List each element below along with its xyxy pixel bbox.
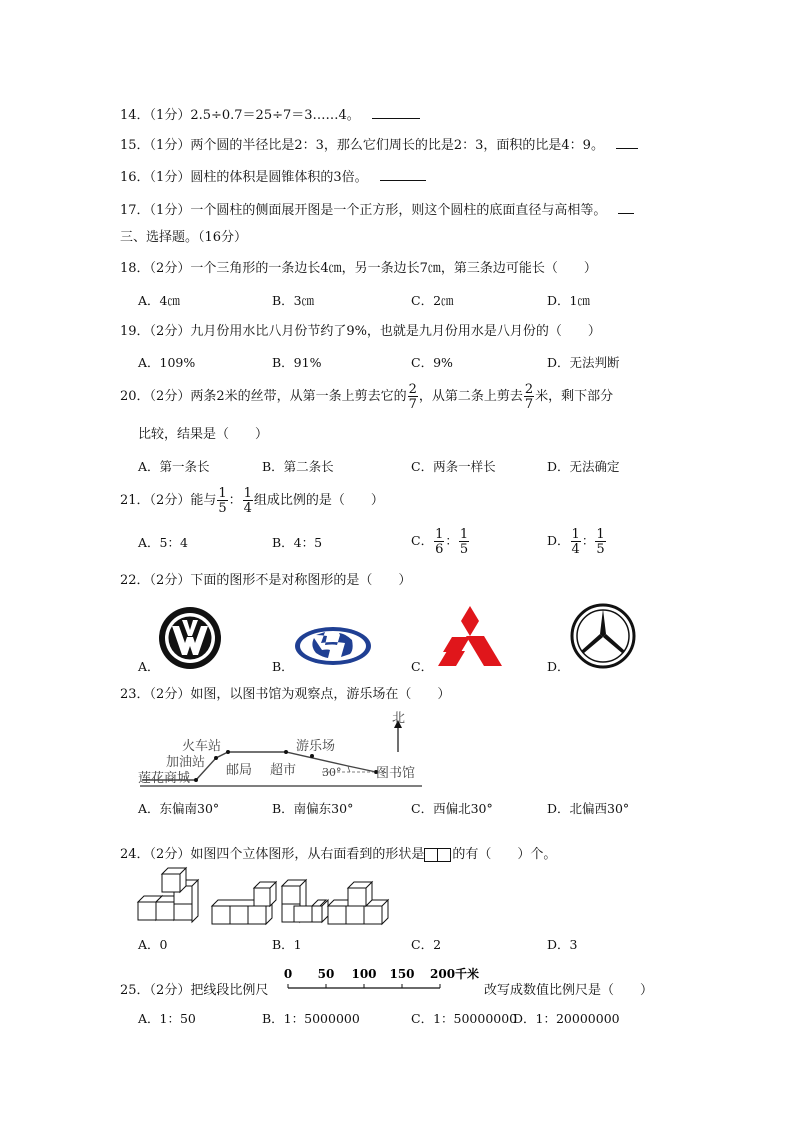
q24-option-d[interactable]: D．3 bbox=[547, 937, 578, 952]
q25-text-a: 25．（2分）把线段比例尺 bbox=[120, 983, 269, 998]
amusement-park-label: 游乐场 bbox=[296, 739, 336, 754]
q20-option-d[interactable]: D．无法确定 bbox=[547, 459, 620, 474]
q18-option-d[interactable]: D．1㎝ bbox=[547, 293, 590, 308]
q19-option-d[interactable]: D．无法判断 bbox=[547, 355, 620, 370]
section-title: 三、选择题。（16分） bbox=[120, 230, 248, 245]
option-label: C． bbox=[411, 533, 434, 548]
q21-text-a: 21．（2分）能与 bbox=[120, 493, 217, 508]
answer-blank[interactable] bbox=[618, 199, 634, 214]
q25-option-d[interactable]: D．1：20000000 bbox=[513, 1011, 620, 1026]
q21-line bbox=[120, 486, 384, 516]
q24-option-b[interactable]: B．1 bbox=[272, 937, 302, 952]
q15 bbox=[120, 134, 638, 155]
cube-figures bbox=[136, 866, 398, 928]
q22-option-a[interactable]: A． bbox=[138, 659, 160, 674]
q24-text-a: 24．（2分）如图四个立体图形，从右面看到的形状是 bbox=[120, 847, 425, 862]
q25-option-b[interactable]: B．1：5000000 bbox=[262, 1011, 360, 1026]
q17-text: 17．（1分）一个圆柱的侧面展开图是一个正方形，则这个圆柱的底面直径与高相等。 bbox=[120, 203, 607, 218]
ratio-colon: ： bbox=[581, 533, 595, 548]
q23-text: 23．（2分）如图，以图书馆为观察点，游乐场在（ ） bbox=[120, 687, 451, 702]
q18-option-c[interactable]: C．2㎝ bbox=[411, 293, 454, 308]
q19-option-a[interactable]: A．109% bbox=[138, 355, 196, 370]
q20-option-a[interactable]: A．第一条长 bbox=[138, 459, 210, 474]
q23-option-a[interactable]: A．东偏南30° bbox=[138, 801, 220, 816]
q21-option-d[interactable] bbox=[547, 526, 607, 556]
ratio-colon: ： bbox=[228, 493, 242, 508]
post-office-point bbox=[284, 750, 288, 754]
q23-option-b[interactable]: B．南偏东30° bbox=[272, 801, 354, 816]
q14-text: 14．（1分）2.5÷0.7＝25÷7＝3……4。 bbox=[120, 108, 360, 123]
volkswagen-logo-icon bbox=[158, 606, 222, 670]
q16 bbox=[120, 166, 426, 187]
q24-option-c[interactable]: C．2 bbox=[411, 937, 442, 952]
cube-figure-1 bbox=[138, 868, 198, 922]
q24-text-b: 的有（ ）个。 bbox=[452, 847, 557, 862]
q15-text: 15．（1分）两个圆的半径比是2：3，那么它们周长的比是2：3，面积的比是4：9。 bbox=[120, 138, 604, 153]
fraction: $\frac{1}{4}$ bbox=[571, 526, 580, 557]
scale-tick-0: 0 bbox=[283, 967, 293, 981]
fraction: $\frac{1}{5}$ bbox=[596, 526, 605, 557]
q20-fraction-1: $\frac{2}{7}$ bbox=[408, 381, 417, 412]
q21-option-a[interactable]: A．5：4 bbox=[138, 535, 188, 550]
scale-tick-150: 150 bbox=[389, 967, 415, 981]
q21-fraction-1: $\frac{1}{5}$ bbox=[218, 485, 227, 516]
q25-option-a[interactable]: A．1：50 bbox=[138, 1011, 196, 1026]
mall-label: 莲花商城 bbox=[138, 771, 191, 786]
q19-option-c[interactable]: C．9% bbox=[411, 355, 453, 370]
q17 bbox=[120, 199, 634, 220]
q24-line bbox=[120, 846, 556, 864]
library-label: 图书馆 bbox=[376, 766, 416, 781]
mercedes-logo-icon bbox=[570, 603, 636, 669]
scale-tick-100: 100 bbox=[351, 967, 377, 981]
q22-text: 22．（2分）下面的图形不是对称图形的是（ ） bbox=[120, 573, 412, 588]
angle-label: 30° bbox=[322, 766, 342, 779]
q19-option-b[interactable]: B．91% bbox=[272, 355, 322, 370]
q23-option-d[interactable]: D．北偏西30° bbox=[547, 801, 630, 816]
gas-station-label: 加油站 bbox=[166, 755, 206, 770]
q20-option-c[interactable]: C．两条一样长 bbox=[411, 459, 496, 474]
scale-tick-200: 200千米 bbox=[430, 967, 480, 981]
mitsubishi-logo-icon bbox=[437, 605, 503, 667]
market-label: 超市 bbox=[270, 763, 297, 778]
answer-blank[interactable] bbox=[372, 104, 420, 119]
q23-option-c[interactable]: C．西偏北30° bbox=[411, 801, 493, 816]
q18-option-b[interactable]: B．3㎝ bbox=[272, 293, 315, 308]
q22-option-c[interactable]: C． bbox=[411, 659, 434, 674]
q22-option-b[interactable]: B． bbox=[272, 659, 294, 674]
train-station-point bbox=[226, 750, 230, 754]
q20-text-b: ，从第二条上剪去 bbox=[418, 389, 523, 404]
q25-option-c[interactable]: C．1：50000000 bbox=[411, 1011, 518, 1026]
ratio-colon: ： bbox=[445, 533, 458, 548]
scale-tick-50: 50 bbox=[317, 967, 335, 981]
fraction: $\frac{1}{5}$ bbox=[459, 526, 469, 557]
train-station-label: 火车站 bbox=[182, 739, 222, 754]
q19-text: 19．（2分）九月份用水比八月份节约了9%，也就是九月份用水是八月份的（ ） bbox=[120, 324, 601, 339]
q20-line1 bbox=[120, 382, 613, 412]
gas-station-point bbox=[214, 756, 218, 760]
q22-option-d[interactable]: D． bbox=[547, 659, 570, 674]
q20-text-a: 20．（2分）两条2米的丝带，从第一条上剪去它的 bbox=[120, 389, 407, 404]
q24-option-a[interactable]: A．0 bbox=[138, 937, 168, 952]
q20-fraction-2: $\frac{2}{7}$ bbox=[524, 381, 534, 412]
market-point bbox=[310, 754, 314, 758]
post-office-label: 邮局 bbox=[226, 763, 253, 778]
mall-point bbox=[194, 778, 198, 782]
q21-option-b[interactable]: B．4：5 bbox=[272, 535, 323, 550]
option-label: D． bbox=[547, 533, 570, 548]
cube-figure-2 bbox=[212, 882, 276, 924]
q21-fraction-2: $\frac{1}{4}$ bbox=[243, 485, 252, 516]
q18-option-a[interactable]: A．4㎝ bbox=[138, 293, 180, 308]
line-scale-ruler bbox=[278, 964, 488, 994]
q21-option-c[interactable] bbox=[411, 526, 470, 556]
two-squares-icon bbox=[424, 848, 452, 862]
q25-text-b: 改写成数值比例尺是（ ） bbox=[484, 983, 654, 998]
hyundai-logo-icon bbox=[294, 626, 372, 666]
cube-figure-4 bbox=[328, 882, 388, 924]
q14 bbox=[120, 104, 420, 125]
q21-text-b: 组成比例的是（ ） bbox=[253, 493, 384, 508]
north-label: 北 bbox=[392, 711, 406, 726]
q20-text-c: 米，剩下部分 bbox=[535, 389, 614, 404]
q20-line2: 比较，结果是（ ） bbox=[138, 427, 269, 442]
map-diagram bbox=[136, 706, 436, 790]
fraction: $\frac{1}{6}$ bbox=[435, 526, 444, 557]
cube-figure-3 bbox=[282, 880, 328, 922]
q16-text: 16．（1分）圆柱的体积是圆锥体积的3倍。 bbox=[120, 170, 368, 185]
answer-blank[interactable] bbox=[380, 166, 426, 181]
q20-option-b[interactable]: B．第二条长 bbox=[262, 459, 334, 474]
answer-blank[interactable] bbox=[616, 134, 638, 149]
q18-text: 18．（2分）一个三角形的一条边长4㎝，另一条边长7㎝，第三条边可能长（ ） bbox=[120, 261, 597, 276]
